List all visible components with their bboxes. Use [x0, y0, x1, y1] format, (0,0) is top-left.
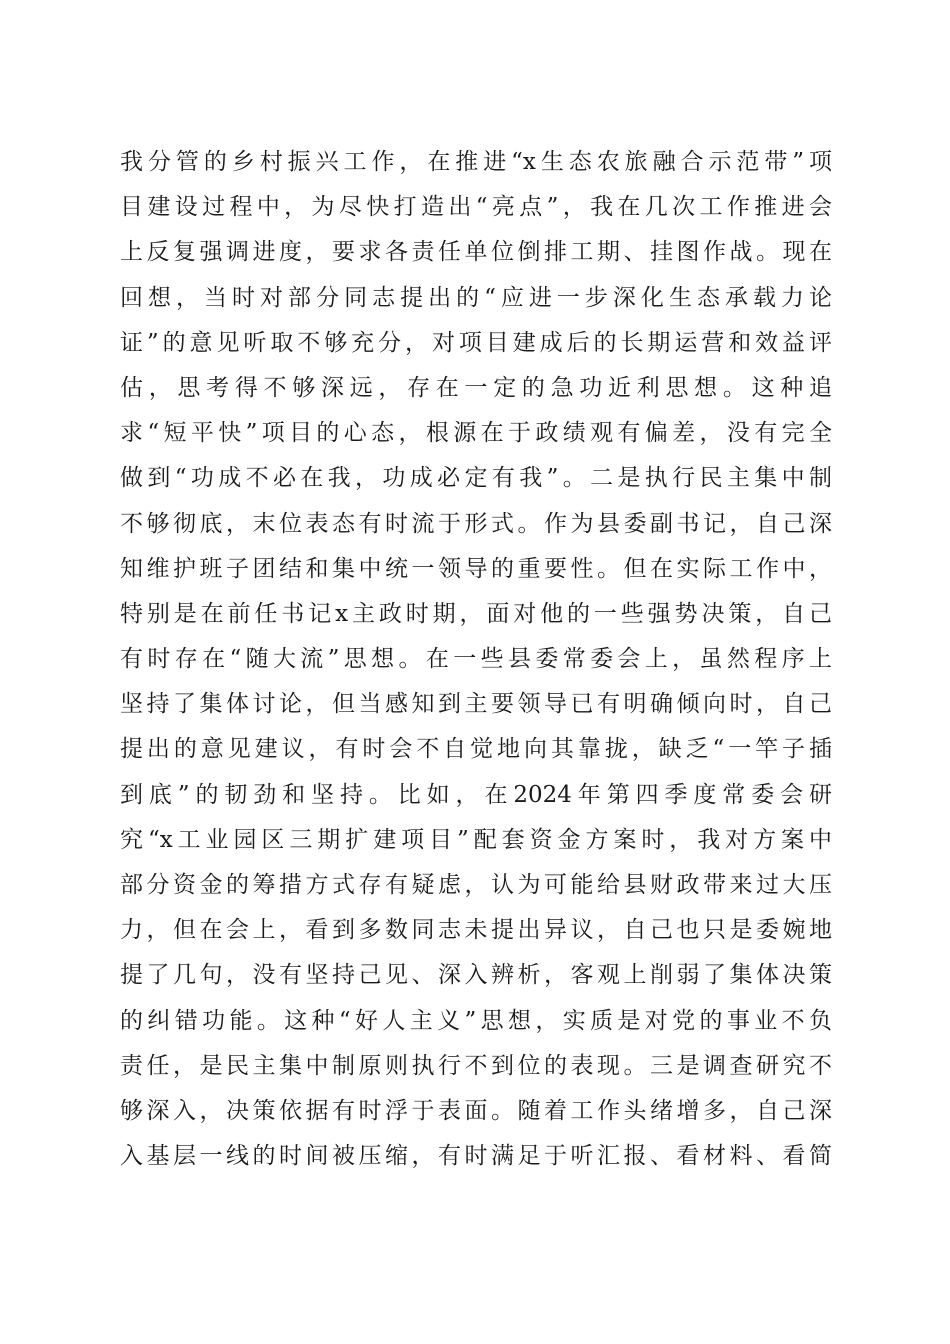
- text-line: 不够彻底，末位表态有时流于形式。作为县委副书记，自己深: [120, 510, 832, 537]
- text-line: 特别是在前任书记x主政时期，面对他的一些强势决策，自己: [120, 600, 832, 627]
- text-line: 估，思考得不够深远，存在一定的急功近利思想。这种追: [120, 374, 832, 401]
- text-line: 提了几句，没有坚持己见、深入辨析，客观上削弱了集体决策: [120, 962, 832, 989]
- text-line: 力，但在会上，看到多数同志未提出异议，自己也只是委婉地: [120, 917, 832, 944]
- text-line: 有时存在“随大流”思想。在一些县委常委会上，虽然程序上: [120, 646, 832, 673]
- text-line: 够深入，决策依据有时浮于表面。随着工作头绪增多，自己深: [120, 1097, 832, 1124]
- text-line: 坚持了集体讨论，但当感知到主要领导已有明确倾向时，自己: [120, 691, 832, 718]
- text-line: 入基层一线的时间被压缩，有时满足于听汇报、看材料、看简: [120, 1143, 832, 1170]
- text-line: 我分管的乡村振兴工作，在推进“x生态农旅融合示范带”项: [120, 149, 832, 175]
- text-line: 提出的意见建议，有时会不自觉地向其靠拢，缺乏“一竿子插: [120, 736, 832, 763]
- text-line: 责任，是民主集中制原则执行不到位的表现。三是调查研究不: [120, 1052, 832, 1079]
- text-line: 的纠错功能。这种“好人主义”思想，实质是对党的事业不负: [120, 1007, 832, 1034]
- text-line: 证”的意见听取不够充分，对项目建成后的长期运营和效益评: [120, 329, 832, 356]
- body-paragraph: [120, 140, 832, 1179]
- text-line: 究“x工业园区三期扩建项目”配套资金方案时，我对方案中: [120, 826, 832, 853]
- text-line: 到底”的韧劲和坚持。比如，在2024年第四季度常委会研: [120, 781, 832, 808]
- text-line: 目建设过程中，为尽快打造出“亮点”，我在几次工作推进会: [120, 194, 832, 221]
- text-line: 知维护班子团结和集中统一领导的重要性。但在实际工作中，: [120, 555, 832, 582]
- text-line: 上反复强调进度，要求各责任单位倒排工期、挂图作战。现在: [120, 239, 832, 266]
- text-line: 回想，当时对部分同志提出的“应进一步深化生态承载力论: [120, 284, 832, 311]
- text-line: 做到“功成不必在我，功成必定有我”。二是执行民主集中制: [120, 465, 832, 492]
- text-line: 求“短平快”项目的心态，根源在于政绩观有偏差，没有完全: [120, 420, 832, 447]
- text-line: 部分资金的筹措方式存有疑虑，认为可能给县财政带来过大压: [120, 872, 832, 898]
